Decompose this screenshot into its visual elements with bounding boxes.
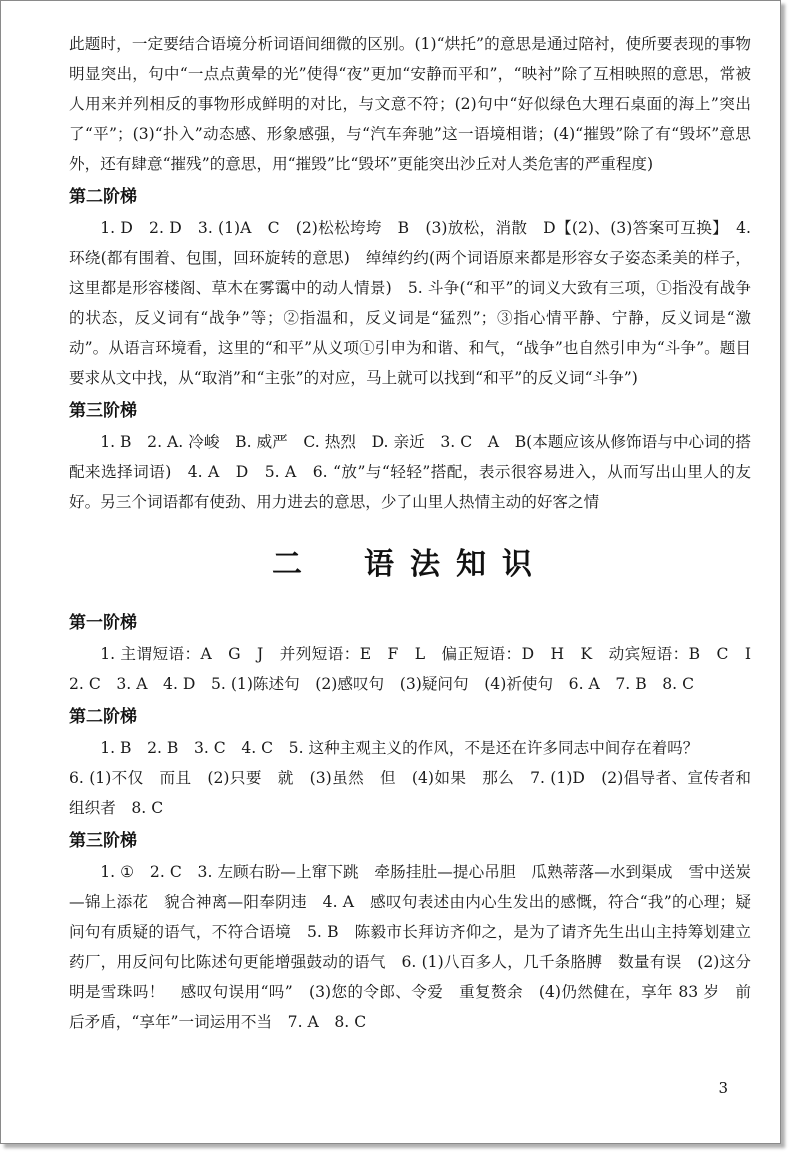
page-number: 3 <box>718 1079 728 1097</box>
heading-level-3: 第三阶梯 <box>69 401 137 421</box>
intro-paragraph: 此题时，一定要结合语境分析词语间细微的区别。(1)“烘托”的意思是通过陪衬，使所要表现的事物明显突出，句中“一点点黄晕的光”使得“夜”更加“安静而平和”，“映衬”除了互相映照的意思，常被人用来并列相反的事物形成鲜明的对比，与文意不符；(2)句中“好似绿色大理石桌面的海上”突出了“平”；(3)“扑入”动态感、形象感强，与“汽车奔驰”这一语境相谐；(4)“摧毁”除了有“毁坏”意思外，还有肆意“摧残”的意思，用“摧毁”比“毁坏”更能突出沙丘对人类危害的严重程度) <box>69 35 751 173</box>
page-content <box>69 29 767 1037</box>
heading-level-2: 第二阶梯 <box>69 707 137 727</box>
answers-grammar-level2-line2: 6. (1)不仅 而且 (2)只要 就 (3)虽然 但 (4)如果 那么 7. (1)D (2)倡导者、宣传者和组织者 8. C <box>69 769 751 817</box>
answers-grammar-level2-line1: 1. B 2. B 3. C 4. C 5. 这种主观主义的作风，不是还在许多同志中间存在着吗？ <box>100 739 699 757</box>
section-title-grammar: 二 语法知识 <box>272 547 548 582</box>
answers-part1-level3: 1. B 2. A. 冷峻 B. 威严 C. 热烈 D. 亲近 3. C A B(本题应该从修饰语与中心词的搭配来选择词语) 4. A D 5. A 6. “放”与“轻轻”搭配，表示很容易进入，从而写出山里人的友好。另三个词语都有使劲、用力进去的意思，少了山里人热情主动的好客之情 <box>69 433 751 511</box>
answers-grammar-level1: 1. 主谓短语：A G J 并列短语：E F L 偏正短语：D H K 动宾短语：B C I 2. C 3. A 4. D 5. (1)陈述句 (2)感叹句 (3)疑问句 (4)祈使句 6. A 7. B 8. C <box>69 645 767 693</box>
heading-level-3: 第三阶梯 <box>69 831 137 851</box>
heading-level-2: 第二阶梯 <box>69 187 137 207</box>
answers-part1-level2: 1. D 2. D 3. (1)A C (2)松松垮垮 B (3)放松，消散 D【(2)、(3)答案可互换】 4. 环绕(都有围着、包围，回环旋转的意思) 绰绰约约(两个词语原来都是形容女子姿态柔美的样子，这里都是形容楼阁、草木在雾霭中的动人情景) 5. 斗争(“和平”的词义大致有三项，①指没有战争的状态，反义词有“战争”等；②指温和，反义词是“猛烈”；③指心情平静、宁静，反义词是“激动”。从语言环境看，这里的“和平”从义项①引申为和谐、和气，“战争”也自然引申为“斗争”。题目要求从文中找，从“取消”和“主张”的对应，马上就可以找到“和平”的反义词“斗争”) <box>69 219 751 387</box>
answers-grammar-level3: 1. ① 2. C 3. 左顾右盼—上窜下跳 牵肠挂肚—提心吊胆 瓜熟蒂落—水到渠成 雪中送炭—锦上添花 貌合神离—阳奉阴违 4. A 感叹句表述由内心生发出的感慨，符合“我”的心理；疑问句有质疑的语气，不符合语境 5. B 陈毅市长拜访齐仰之，是为了请齐先生出山主持筹划建立药厂，用反问句比陈述句更能增强鼓动的语气 6. (1)八百多人，几千条胳膊 数量有误 (2)这分明是雪珠吗！ 感叹句误用“吗” (3)您的令郎、令爱 重复赘余 (4)仍然健在，享年 83 岁 前后矛盾，“享年”一词运用不当 7. A 8. C <box>69 863 751 1031</box>
heading-level-1: 第一阶梯 <box>69 613 137 633</box>
